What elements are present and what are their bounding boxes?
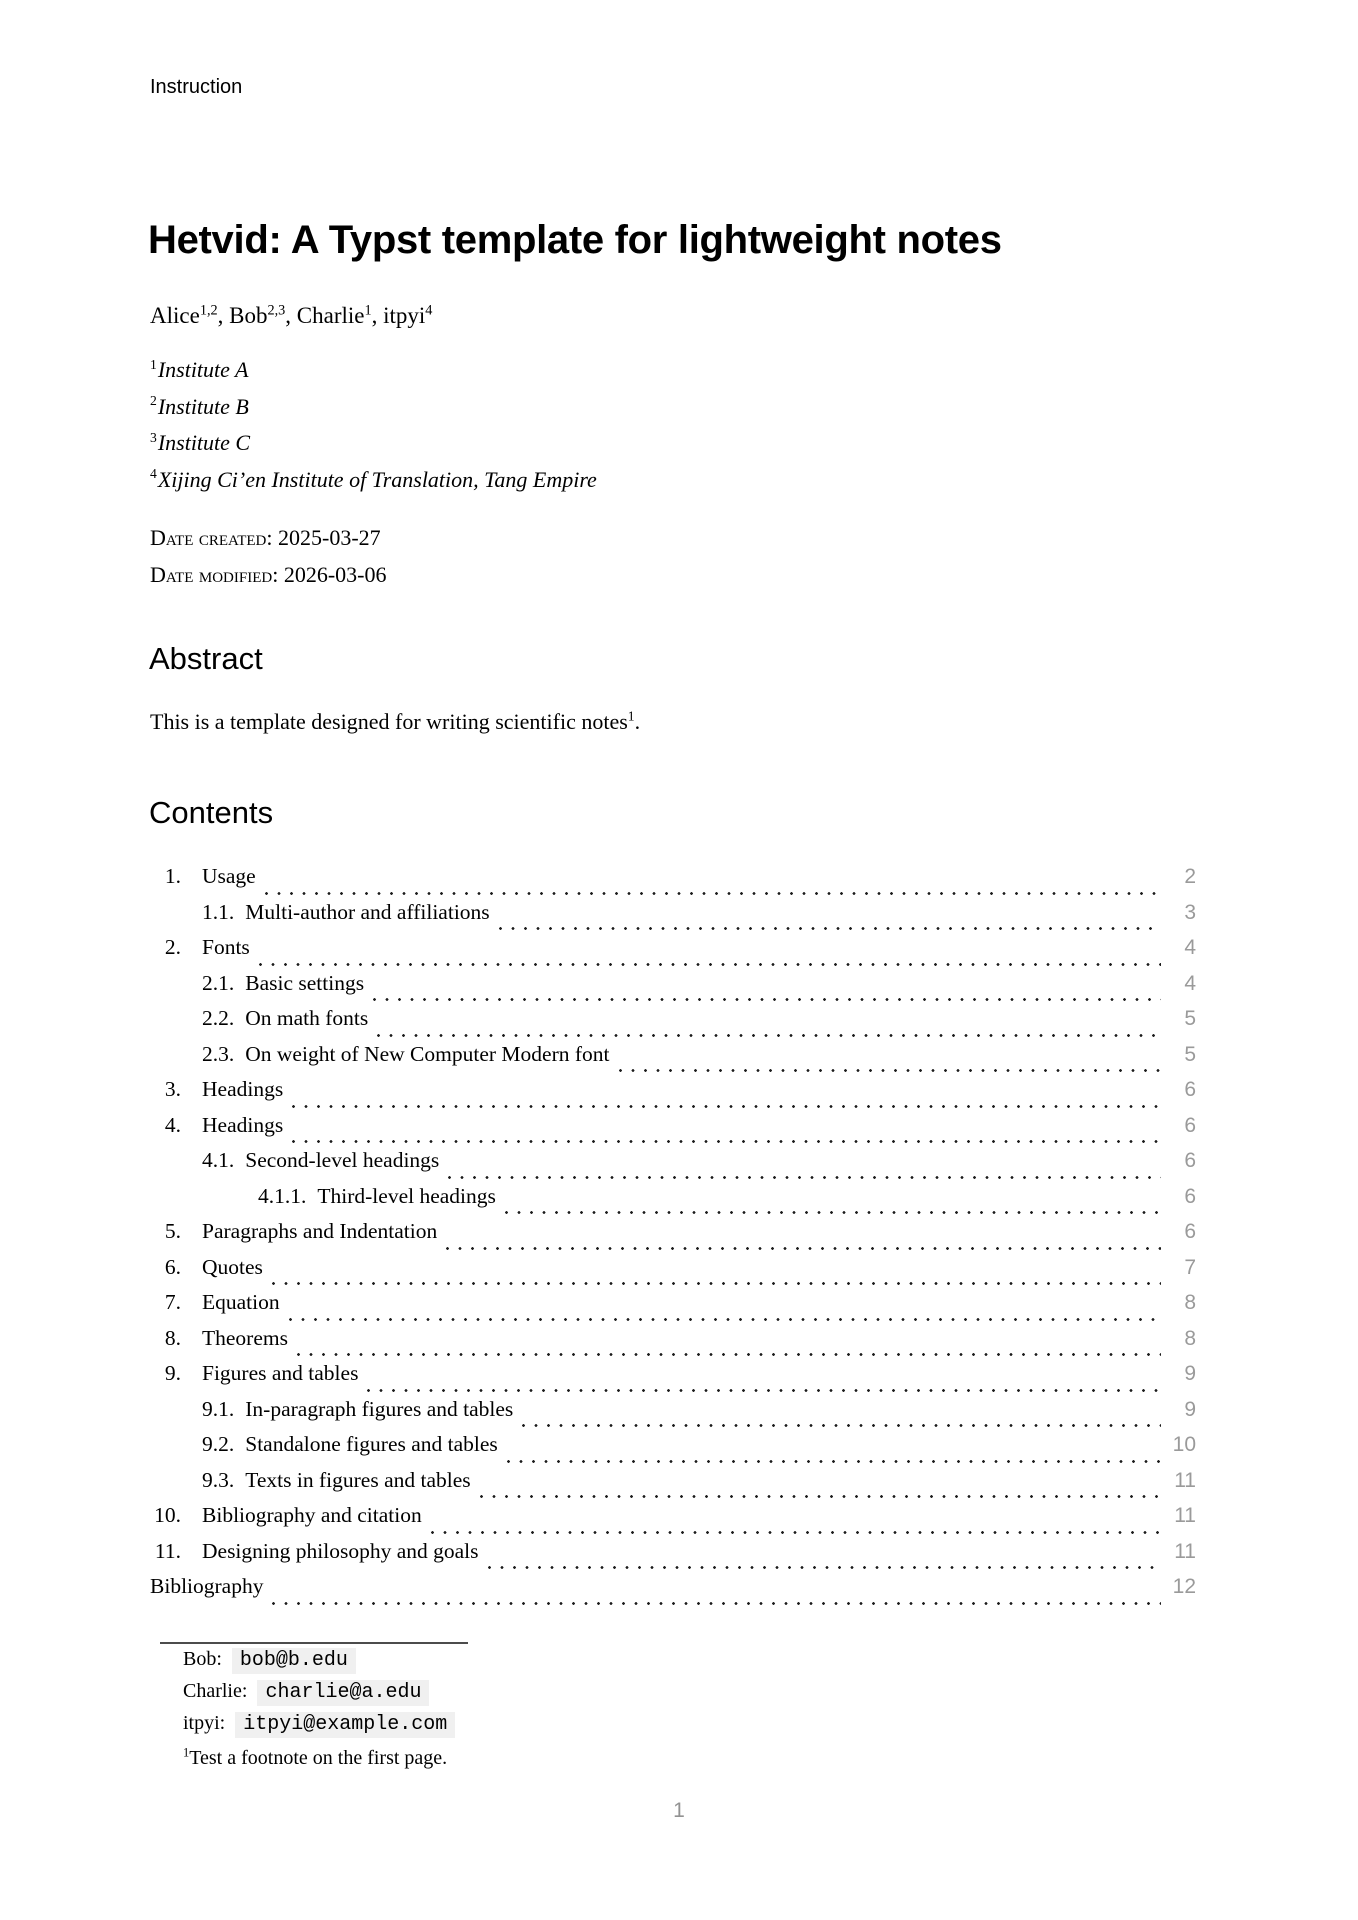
toc-entry-number: 2.2. <box>202 1006 235 1030</box>
toc-entry[interactable] <box>150 1503 1196 1539</box>
toc-entry-number: 2.3. <box>202 1041 235 1066</box>
date-value: 2026-03-06 <box>283 562 387 587</box>
date-label: Date modified: <box>150 562 279 587</box>
affiliation-row <box>150 462 597 499</box>
abstract-footnote-mark: 1 <box>627 708 635 724</box>
toc-leader-dots <box>297 1352 1161 1357</box>
toc-entry[interactable] <box>150 1361 1196 1397</box>
email-label: Charlie: <box>183 1680 248 1702</box>
toc-page-number: 6 <box>1184 1078 1196 1101</box>
toc-page-number: 6 <box>1184 1220 1196 1243</box>
toc-leader-dots <box>373 997 1161 1002</box>
toc-entry-number: 6. <box>164 1254 181 1279</box>
author-name: itpyi <box>383 303 426 328</box>
affiliation-row <box>150 425 597 462</box>
toc-entry[interactable] <box>150 935 1196 971</box>
toc-leader-dots <box>367 1388 1161 1393</box>
affiliation-mark: 2 <box>150 393 157 409</box>
toc-entry[interactable] <box>150 1326 1196 1362</box>
toc-entry-title: In-paragraph figures and tables <box>245 1396 514 1421</box>
email-row <box>183 1712 455 1744</box>
toc-entry[interactable] <box>150 1148 1196 1184</box>
toc-entry-title: Second-level headings <box>245 1148 440 1172</box>
toc-leader-dots <box>272 1281 1161 1286</box>
toc-page-number: 8 <box>1184 1291 1196 1314</box>
toc-page-number: 7 <box>1184 1255 1196 1279</box>
toc-page-number: 9 <box>1184 1397 1196 1421</box>
toc-entry[interactable] <box>150 1539 1196 1575</box>
toc-entry-number: 1.1. <box>202 899 235 924</box>
footnote-note-mark: 1 <box>183 1745 190 1760</box>
toc-entry-number: 9.2. <box>202 1432 235 1456</box>
toc-entry-title: On math fonts <box>245 1006 369 1030</box>
toc-entry-number: 11. <box>154 1538 181 1563</box>
toc-entry[interactable] <box>150 1219 1196 1255</box>
toc-entry-title: Basic settings <box>245 970 365 995</box>
toc-entry[interactable] <box>150 1432 1196 1468</box>
date-row <box>150 519 386 556</box>
author-affiliation-marks: 4 <box>425 302 433 319</box>
toc-leader-dots <box>446 1246 1161 1251</box>
toc-entry[interactable] <box>150 1255 1196 1291</box>
toc-page-number: 4 <box>1184 936 1196 959</box>
affiliation-name: Institute C <box>157 430 251 455</box>
toc-entry[interactable] <box>150 1397 1196 1433</box>
toc-entry-number: 2.1. <box>202 970 235 995</box>
toc-entry-number: 5. <box>164 1219 181 1243</box>
toc-page-number: 6 <box>1184 1184 1196 1208</box>
toc-entry-title: On weight of New Computer Modern font <box>245 1041 610 1066</box>
affiliation-name: Institute B <box>157 393 249 419</box>
toc-entry[interactable] <box>150 1184 1196 1220</box>
toc-leader-dots <box>507 1459 1161 1464</box>
footnote-separator-rule <box>160 1642 468 1644</box>
toc-entry-number: 10. <box>154 1503 181 1527</box>
toc-entry-title: Headings <box>202 1077 284 1101</box>
date-row <box>150 556 386 593</box>
email-label: itpyi: <box>183 1712 226 1734</box>
toc-page-number: 6 <box>1184 1113 1196 1137</box>
document-title: Hetvid: A Typst template for lightweight notes <box>148 218 1002 262</box>
author <box>383 303 432 328</box>
toc-leader-dots <box>292 1104 1161 1109</box>
toc-entry-title: Fonts <box>202 935 250 959</box>
toc-entry-number: 2. <box>164 935 181 959</box>
author-name: Charlie <box>296 303 365 328</box>
author-affiliation-marks: 2,3 <box>267 302 286 319</box>
toc-leader-dots <box>448 1175 1161 1180</box>
toc-page-number: 4 <box>1184 971 1196 995</box>
toc-leader-dots <box>499 926 1161 931</box>
toc-leader-dots <box>619 1068 1162 1073</box>
toc-leader-dots <box>377 1033 1161 1038</box>
email-list <box>183 1648 455 1744</box>
toc-entry-title: Third-level headings <box>317 1183 496 1208</box>
toc-leader-dots <box>431 1530 1161 1535</box>
toc-entry-title: Texts in figures and tables <box>245 1467 471 1492</box>
author <box>229 303 285 328</box>
affiliation-row <box>150 389 597 426</box>
toc-page-number: 5 <box>1184 1007 1196 1030</box>
toc-page-number: 10 <box>1172 1433 1196 1456</box>
affiliation-name: Institute A <box>157 357 249 382</box>
toc-page-number: 6 <box>1184 1149 1196 1172</box>
toc-entry-number: 9. <box>164 1361 181 1385</box>
date-block <box>150 519 386 593</box>
toc-entry-title: Multi-author and affiliations <box>245 899 490 924</box>
toc-entry-title: Figures and tables <box>202 1361 359 1385</box>
toc-leader-dots <box>289 1317 1161 1322</box>
affiliation-row <box>150 352 597 389</box>
page-number: 1 <box>673 1799 685 1822</box>
email-label: Bob: <box>183 1648 222 1670</box>
toc-entry-title: Bibliography and citation <box>202 1503 422 1527</box>
footnote-note-text: Test a footnote on the first page. <box>189 1747 448 1769</box>
author <box>297 303 372 328</box>
toc-entry[interactable] <box>150 1077 1196 1113</box>
toc-entry[interactable] <box>150 1006 1196 1042</box>
toc-leader-dots <box>292 1139 1161 1144</box>
toc-entry[interactable] <box>150 1468 1196 1504</box>
toc-entry[interactable] <box>150 864 1196 900</box>
toc-leader-dots <box>265 891 1161 896</box>
toc-entry[interactable] <box>150 900 1196 936</box>
toc-leader-dots <box>480 1494 1161 1499</box>
affiliation-mark: 1 <box>150 356 157 372</box>
toc-leader-dots <box>272 1601 1161 1606</box>
affiliation-list <box>150 352 597 498</box>
toc-entry-number: 1. <box>164 864 181 888</box>
table-of-contents <box>150 864 1196 1610</box>
toc-entry-title: Headings <box>202 1112 284 1137</box>
author-name: Bob <box>229 303 268 328</box>
footnote-area <box>183 1648 455 1770</box>
toc-entry-number: 7. <box>164 1290 181 1314</box>
toc-entry-number: 9.3. <box>202 1467 235 1492</box>
toc-entry[interactable] <box>150 1290 1196 1326</box>
toc-entry-title: Standalone figures and tables <box>245 1432 498 1456</box>
toc-page-number: 3 <box>1184 900 1196 924</box>
toc-entry-title: Bibliography <box>150 1574 264 1598</box>
toc-page-number: 11 <box>1174 1504 1196 1527</box>
date-value: 2025-03-27 <box>278 525 381 550</box>
author-affiliation-marks: 1 <box>364 302 372 319</box>
toc-page-number: 11 <box>1174 1468 1196 1492</box>
toc-entry-title: Designing philosophy and goals <box>202 1538 479 1563</box>
affiliation-mark: 4 <box>150 466 157 482</box>
toc-page-number: 5 <box>1184 1042 1196 1066</box>
running-header: Instruction <box>150 76 243 98</box>
toc-entry-title: Paragraphs and Indentation <box>202 1219 438 1243</box>
toc-entry-number: 8. <box>164 1325 181 1350</box>
author <box>150 303 218 328</box>
abstract-paragraph <box>150 709 1195 735</box>
toc-entry-number: 4. <box>164 1112 181 1137</box>
author-name: Alice <box>150 303 200 328</box>
email-address[interactable]: charlie@a.edu <box>257 1680 429 1706</box>
contents-heading: Contents <box>149 795 274 830</box>
toc-page-number: 11 <box>1174 1539 1196 1563</box>
toc-entry-number: 3. <box>164 1077 181 1101</box>
toc-leader-dots <box>522 1423 1161 1428</box>
affiliation-mark: 3 <box>150 429 157 445</box>
toc-entry[interactable] <box>150 1042 1196 1078</box>
toc-entry-title: Theorems <box>202 1325 288 1350</box>
email-address[interactable]: bob@b.edu <box>232 1648 356 1674</box>
date-label: Date created: <box>150 525 273 550</box>
toc-entry-title: Equation <box>202 1290 280 1314</box>
toc-entry-number: 4.1.1. <box>258 1183 307 1208</box>
footnote-note <box>183 1747 455 1770</box>
email-row <box>183 1680 455 1712</box>
toc-leader-dots <box>488 1565 1162 1570</box>
toc-entry[interactable] <box>150 971 1196 1007</box>
toc-page-number: 12 <box>1172 1575 1196 1598</box>
abstract-text: This is a template designed for writing scientific notes <box>150 709 628 734</box>
email-address[interactable]: itpyi@example.com <box>235 1712 455 1738</box>
email-row <box>183 1648 455 1680</box>
abstract-suffix: . <box>634 709 641 734</box>
toc-entry[interactable] <box>150 1574 1196 1610</box>
author-affiliation-marks: 1,2 <box>199 302 218 319</box>
toc-entry[interactable] <box>150 1113 1196 1149</box>
toc-page-number: 8 <box>1184 1326 1196 1350</box>
toc-page-number: 2 <box>1184 865 1196 888</box>
toc-page-number: 9 <box>1184 1362 1196 1385</box>
toc-leader-dots <box>259 962 1161 967</box>
toc-entry-title: Usage <box>202 864 256 888</box>
toc-leader-dots <box>505 1210 1161 1215</box>
author-line: Alice$^{1,2}$, Bob$^{2,3}$, Charlie$^1$, itpyi$^4$ <box>150 302 433 328</box>
toc-entry-number: 4.1. <box>202 1148 235 1172</box>
toc-entry-title: Quotes <box>202 1254 263 1279</box>
affiliation-name: Xijing Ci’en Institute of Translation, Tang Empire <box>157 466 597 492</box>
toc-entry-number: 9.1. <box>202 1396 235 1421</box>
abstract-heading: Abstract <box>149 641 263 676</box>
